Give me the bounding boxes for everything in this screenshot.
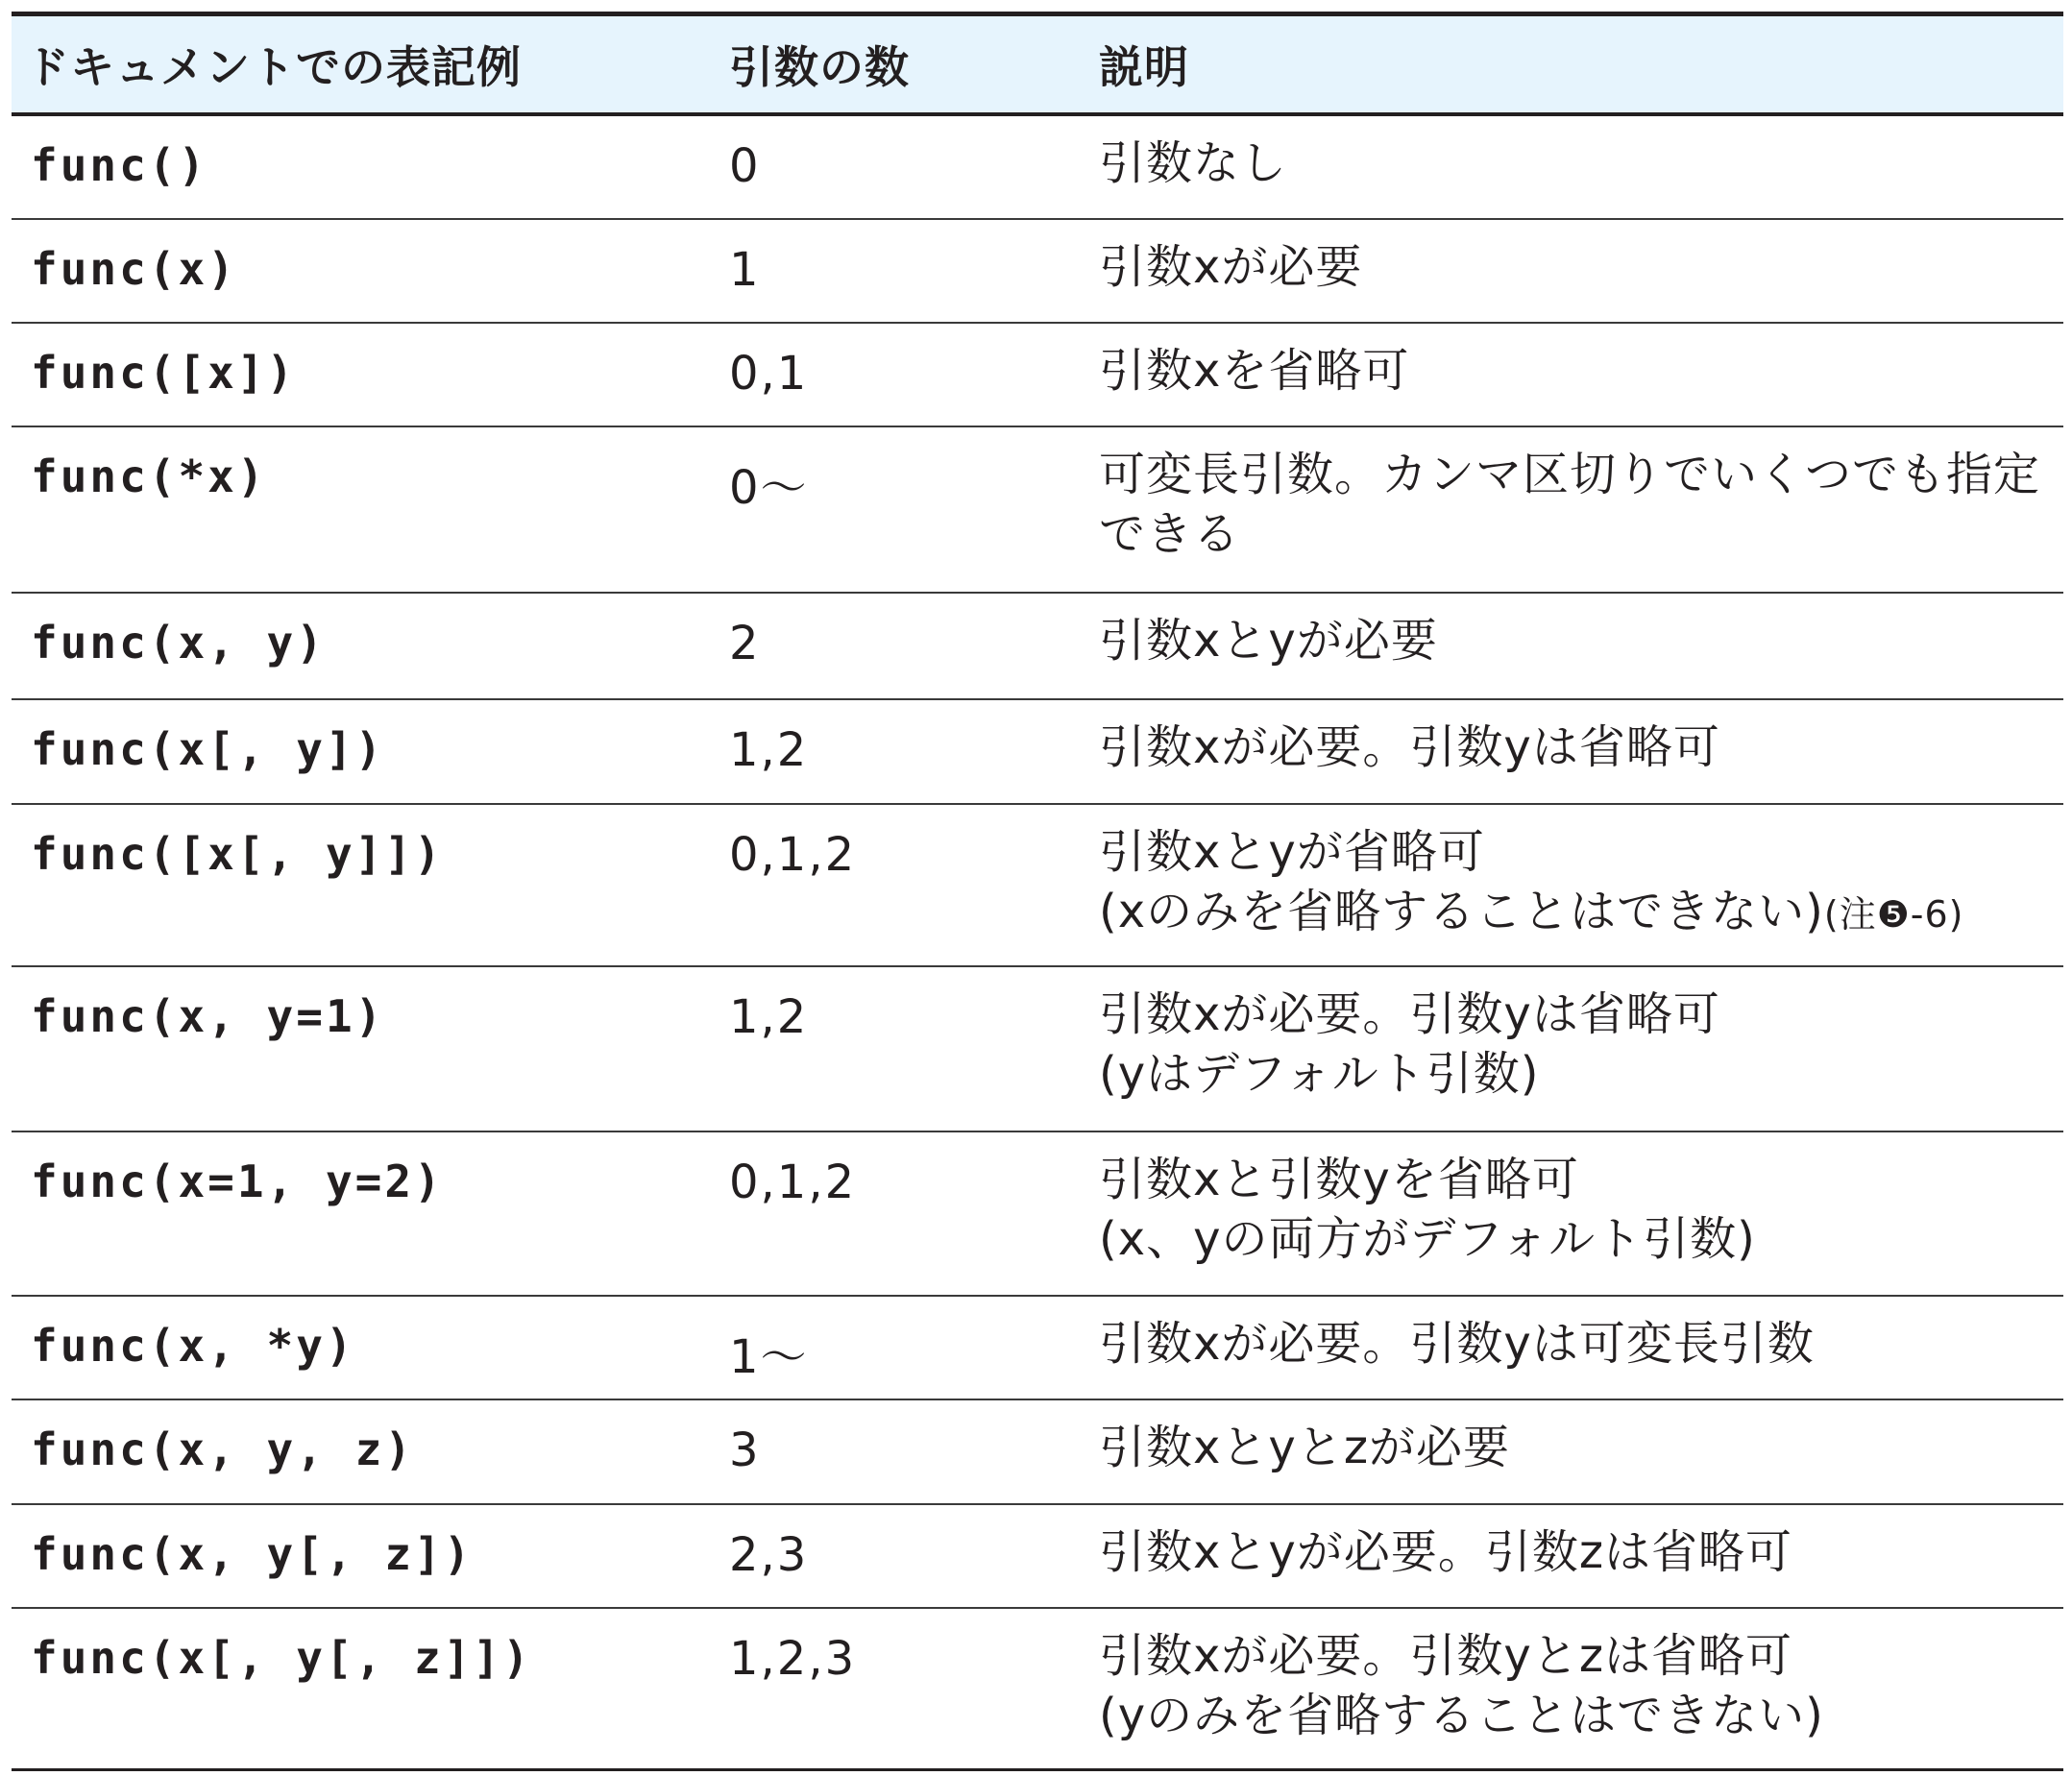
notation-cell: func(x, y) <box>31 617 326 669</box>
count-cell: 1〜 <box>729 1330 809 1384</box>
description-line <box>1099 882 2063 944</box>
description-cell <box>1087 116 2063 193</box>
description-cell <box>1087 1400 2063 1477</box>
notation-cell: func(x, y, z) <box>31 1423 415 1475</box>
description-cell <box>1087 324 2063 401</box>
table-row <box>12 698 2063 803</box>
notation-cell: func([x]) <box>31 347 297 399</box>
header-arg-count: 引数の数 <box>729 41 910 93</box>
notation-cell: func([x[, y]]) <box>31 828 444 880</box>
table-header <box>12 16 2063 116</box>
count-cell: 1,2 <box>729 990 809 1044</box>
description-cell <box>1087 805 2063 944</box>
count-cell: 0〜 <box>729 461 809 515</box>
description-line: できる <box>1099 507 1241 561</box>
description-cell <box>1087 1505 2063 1582</box>
description-line: 引数xが必要。引数yとzは省略可 <box>1099 1629 1793 1683</box>
notation-cell: func(x, *y) <box>31 1320 355 1372</box>
table-row <box>12 322 2063 426</box>
count-cell: 3 <box>729 1423 761 1477</box>
description-line: 引数xを省略可 <box>1099 344 1410 398</box>
description-cell <box>1087 1297 2063 1374</box>
header-description: 説明 <box>1099 41 1189 93</box>
description-line: 引数xが必要。引数yは省略可 <box>1099 720 1720 774</box>
description-line: 引数xとyが必要 <box>1099 614 1438 668</box>
description-cell <box>1087 1609 2063 1745</box>
count-cell: 1,2,3 <box>729 1632 857 1686</box>
count-cell: 0 <box>729 139 761 193</box>
notation-cell: func(x=1, y=2) <box>31 1156 444 1207</box>
description-line: 引数xが必要。引数yは可変長引数 <box>1099 1317 1815 1371</box>
description-cell <box>1087 967 2063 1104</box>
count-cell: 0,1,2 <box>729 1156 857 1209</box>
count-cell: 2,3 <box>729 1528 809 1582</box>
header-notation: ドキュメントでの表記例 <box>25 41 522 93</box>
description-cell <box>1087 220 2063 297</box>
table-row <box>12 965 2063 1131</box>
description-line: 引数xと引数yを省略可 <box>1099 1153 1579 1206</box>
description-line: (x、yの両方がデフォルト引数) <box>1099 1212 1756 1266</box>
count-cell: 1 <box>729 243 761 297</box>
description-cell <box>1087 427 2063 564</box>
count-cell: 0,1 <box>729 347 809 401</box>
notation-cell: func() <box>31 139 208 191</box>
description-text: (xのみを省略することはできない) <box>1099 885 1824 938</box>
description-cell <box>1087 1132 2063 1269</box>
table-row <box>12 803 2063 965</box>
table-row <box>12 218 2063 322</box>
table-row <box>12 1503 2063 1607</box>
function-argument-table <box>12 12 2063 1771</box>
table-row <box>12 426 2063 592</box>
description-cell <box>1087 700 2063 777</box>
description-line: 引数xが必要。引数yは省略可 <box>1099 987 1720 1041</box>
description-line: (yのみを省略することはできない) <box>1099 1689 1824 1742</box>
table-row <box>12 1131 2063 1295</box>
notation-cell: func(x) <box>31 243 237 295</box>
count-cell: 1,2 <box>729 723 809 777</box>
count-cell: 0,1,2 <box>729 828 857 882</box>
description-line: 引数なし <box>1099 136 1288 190</box>
table-row <box>12 1399 2063 1503</box>
description-line: 引数xとyが省略可 <box>1099 825 1485 879</box>
table-row <box>12 592 2063 698</box>
notation-cell: func(x, y=1) <box>31 990 385 1042</box>
description-line: 引数xとyが必要。引数zは省略可 <box>1099 1525 1793 1579</box>
notation-cell: func(x[, y[, z]]) <box>31 1632 532 1684</box>
description-line: 引数xとyとzが必要 <box>1099 1421 1511 1474</box>
count-cell: 2 <box>729 617 761 670</box>
table-row <box>12 116 2063 218</box>
description-line: 可変長引数。カンマ区切りでいくつでも指定 <box>1099 448 2041 501</box>
table-row <box>12 1607 2063 1768</box>
description-line: 引数xが必要 <box>1099 240 1363 294</box>
notation-cell: func(x, y[, z]) <box>31 1528 474 1580</box>
notation-cell: func(x[, y]) <box>31 723 385 775</box>
description-line: (yはデフォルト引数) <box>1099 1047 1540 1101</box>
table-row <box>12 1295 2063 1399</box>
description-cell <box>1087 594 2063 670</box>
footnote-reference: (注❺-6) <box>1823 893 1964 936</box>
notation-cell: func(*x) <box>31 450 267 502</box>
